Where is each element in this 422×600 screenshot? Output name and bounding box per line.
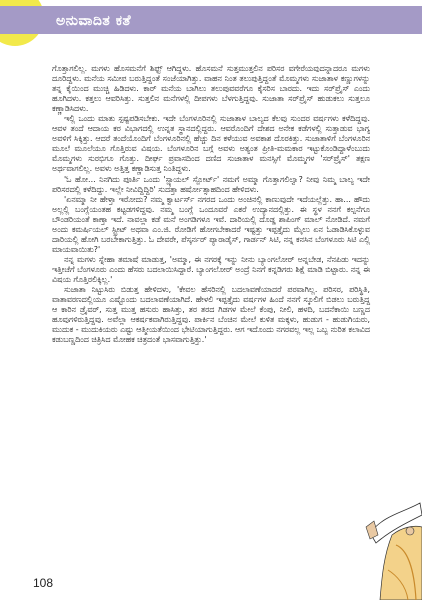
paragraph: ಸುಜಾತಾ ನಿಟ್ಟುಸಿರು ಬಿಡುತ್ತ ಹೇಳಿದಳು, 'ಕೇವಲ ಹೆಸರಿನಲ್ಲಿ ಬದಲಾವಣೆಯಾದರೆ ಪರವಾಗಿಲ್ಲ. ಪರಿಸರ, ಪರಿಸ್ಥಿತಿ, ವಾತಾವರಣದಲ್ಲಿಯೂ ಎಷ್ಟೊಂದು ಬದಲಾವಣೆಯಾಗಿದೆ. ಹೇಳಲಿ ಇಪ್ಪತ್ತೈದು ವರ್ಷಗಳ ಹಿಂದೆ ನನಗೆ ಸ್ಕೂಲಿಗೆ ಬಿಡಲು ಬರುತ್ತಿದ್ದ ಆ ಕಾರಿನ ಡ್ರೈವರ್, ಸುತ್ತ ಮುತ್ತ ಹಸುರು ಹಾಸಿತ್ತು, ತರ ತರದ ಗಿಡಗಳ ಮೇಲೆ ಕೆಂಪು, ನೀಲಿ, ಹಳದಿ, ಬದನೆಕಾಯಿ ಬಣ್ಣದ ಹೂವುಗಳಿರುತ್ತಿದ್ದವು. ಅವೆಲ್ಲಾ ಆಕರ್ಷಕವಾಗಿರುತ್ತಿದ್ದವು. ಪಾರ್ಕಿನ ಬೆಂಚಿನ ಮೇಲೆ ಕುಳಿತ ಮಕ್ಕಳು, ಹುಡುಗ - ಹುಡುಗಿಯರು, ಮುದುಕ - ಮುದುಕಿಯರು ಎಷ್ಟು ಆತ್ಮೀಯತೆಯಿಂದ ಭೇಟಿಯಾಗುತ್ತಿದ್ದರು. ಆಗ ಇದೊಂದು ನಗರವಲ್ಲ ಇಲ್ಲ ಒಬ್ಬ ನುರಿತ ಕಲಾವಿದ ಕಡುಬಣ್ಣದಿಂದ ಚಿತ್ರಿಸಿದ ಮೋಹಕ ಚಿತ್ರದಂತೆ ಭಾಸವಾಗುತ್ತಿತ್ತು.' [52,285,370,345]
paragraph: ಗೊತ್ತಾಗಲಿಲ್ಲ. ಮಗಳು ಹೊಸಮನೆಗೆ ಶಿಫ್ಟ್ ಆಗಿದ್ದಳು. ಹೊಸಮನೆ ಸುತ್ತಮುತ್ತಲಿನ ಪರಿಸರ ವಗೇರೆಯವುದನ್ನಾದರೂ ಮಗಳು ದೂರಿದ್ದಳು. ಮನೆಯ ಸಮೀಪ ಬರುತ್ತಿದ್ದಂತೆ ಸಂಜೆಯಾಗಿತ್ತು. ವಾಹನ ನಿಂತ ತಲುಪುತ್ತಿದ್ದಂತೆ ಮೊಮ್ಮಗಳು ಸುಜಾತಾಳ ಕಣ್ಣುಗಳನ್ನು ತನ್ನ ಕೈಯಿಂದ ಮುಚ್ಚಿ ಹಿಡಿದಳು. ಕಾರ್ ಮನೆಯ ಬಾಗಿಲು ತಲುಪುವವರೆಗೂ ಕೈಸರಿಸ ಬಾರದು. ಇದು ಸರ್‌ಪ್ರೈಸ್ ಎಂದು ಹೂಗಿದಳು. ಕತ್ತಲು ಆವರಿಸಿತ್ತು. ಸುತ್ತಲಿನ ಮನೆಗಳಲ್ಲಿ ದೀಪಗಳು ಬೆಳಗುತ್ತಿದ್ದವು. ಸುಜಾತಾ ಸರ್‌ಪ್ರೈಸ್ ಹುಡುಕಲು ಸುತ್ತಲೂ ಕಣ್ಣಾಡಿಸಿದಳು. [52,64,370,114]
paragraph: ಇಲ್ಲಿ ಒಂದು ಮಾತು ಸ್ಪಷ್ಟಪಡಿಸಬೇಕು. ಇದೇ ಬೆಂಗಳೂರಿನಲ್ಲಿ ಸುಜಾತಾಳ ಬಾಲ್ಯದ ಕೆಲವು ಸುಂದರ ವರ್ಷಗಳು ಕಳೆದಿದ್ದವು. ಆವಳ ತಂದೆ ಆದಾಯ ಕರ ವಿಭಾಗದಲ್ಲಿ ಉನ್ನತ ಸ್ಥಾನದಲ್ಲಿದ್ದರು. ಆವರೊಂದಿಗೆ ದೇಶದ ಅನೇಕ ಕಡೆಗಳಲ್ಲಿ ಸುತ್ತಾಡುವ ಭಾಗ್ಯ ಅವಳಿಗೆ ಸಿಕ್ಕಿತ್ತು. ಆದರೆ ತಂದೆಯೊಂದಿಗೆ ಬೆಂಗಳೂರಿನಲ್ಲಿ ಹೆಚ್ಚು ದಿನ ಕಳೆಯುವ ಅವಕಾಶ ದೊರಕಿತ್ತು. ಸುಜಾತಾಳಿಗೆ ಬೆಂಗಳೂರಿನ ಮೂಲೆ ಮೂಲೆಯೂ ಗೊತ್ತಿರುವ ವಿಷಯ. ಬೆಂಗಳೂರಿನ ಬಗ್ಗೆ ಅವಳು ಅತ್ಯಂತ ಪ್ರೀತಿ-ಮಮಕಾರ ಇಟ್ಟುಕೊಂಡಿದ್ದಾಳೆಂಬುದು ಮೊಮ್ಮಗಳು ಸುರಭಿಗೂ ಗೊತ್ತು. ದೀರ್ಘ ಪ್ರವಾಸದಿಂದ ದಣಿದ ಸುಜಾತಾಳ ಮನಸ್ಸಿಗೆ ಮೊಮ್ಮಗಳ 'ಸರ್‌ಪ್ರೈಸ್' ತಕ್ಷಣ ಅರ್ಥವಾಗಲಿಲ್ಲ. ಅವಳು ಅತ್ತಿತ್ತ ಕಣ್ಣಾಡಿಸುತ್ತ ನಿಂತಿದ್ದಳು. [52,114,370,174]
page-header [0,0,422,50]
story-text [52,64,370,345]
paragraph: ನನ್ನ ಮಗಳು ಸ್ನೇಹಾ ತಮಾಷೆ ಮಾಡುತ್ತ, 'ಅಮ್ಮಾ, ಈ ನಗರಕ್ಕೆ ಇನ್ನು ನೀನು ಬ್ಯಾಂಗಲೋರ್ ಅನ್ನಬೇಡ, ನೆನಪಿಡು ಇದನ್ನು ಇತ್ತೀಚೆಗೆ ಬೆಂಗಳೂರು ಎಂದು ಹೆಸರು ಬದಲಾಯಿಸಿದ್ದಾರೆ. ಬ್ಯಾಂಗಲೋರ್ ಅಂದ್ರೆ ನಿನಗೆ ಕನ್ನಡಿಗರು ಶಿಕ್ಷೆ ಮಾಡಿ ಬಿಟ್ಟಾರು. ನನ್ನ ಈ ವಿಷಯ ಗೊತ್ತಿರಲಿಕ್ಕಿಲ್ಲ.' [52,254,370,284]
paragraph: 'ಏನಮ್ಮಾ ನೀ ಹೇಳ್ತಾ ಇರೋದು? ನಮ್ಮ ಕ್ವಾರ್ಟರ್ಸ್ ನಗರದ ಒಂದು ಅಂಚಿನಲ್ಲಿ ಕಾಣುವುದೇ ಇದೆಯಲ್ಲೆತ್ತು. ಹಾ... ಹೌದು ಅಲ್ಲಲ್ಲಿ ಬಂಗ್ಲೆಯಂತಹ ಕಟ್ಟಡಗಳಿದ್ದವು. ನಮ್ಮ ಬಂಗ್ಲೆ ಒಂದೂವರೆ ಎಕರೆ ಉದ್ಯಾನದಲ್ಲಿತ್ತು. ಈ ಸ್ಥಳ ನನಗೆ ಕಲ್ಪನೆಗೂ ಬೌಂಡರಿಯಂತೆ ಕಾಣ್ತಾ ಇದೆ. ನಾವಲ್ಲಾ ಕಡೆ ಮನೆ ಅಂಗಡಿಗಳೂ ಇವೆ. ದಾರಿಯಲ್ಲಿ ದೊಡ್ಡ ಶಾಪಿಂಗ್ ಮಾಲ್ ನೋಡಿದೆ. ನಮಗೆ ಅಂದು ಕಮರ್ಷಿಯಲ್ ಸ್ಟ್ರೀಟ್ ಅಥವಾ ಎಂ.ಜಿ. ರೋಡಿಗೆ ಹೋಗಬೇಕಾದರೆ ಇಷ್ಟತ್ತು ಇಪ್ಪತ್ತೈದು ಮೈಲು ಏನ ಓಡಾಡಿಸಿಕೊಳ್ಳುವ ದಾರಿಯಲ್ಲಿ ಹೋಗಿ ಬರಬೇಕಾಗುತ್ತಿತ್ತು. ಓ ದೇವರೇ, ಪೆಸ್ಕರ್ನರ್ ಪ್ಯಾರಾಡೈಸ್, ಗಾರ್ಡನ್ ಸಿಟಿ, ನನ್ನ ಕನಸಿನ ಬೆಂಗಳೂರು ಸಿಟಿ ಎಲ್ಲಿ ಮಾಯವಾಯಿತು?' [52,194,370,254]
girl-illustration [362,475,422,600]
page-number: 108 [33,576,54,590]
section-title: ಅನುವಾದಿತ ಕತೆ [56,13,132,29]
paragraph: 'ಓ ಹೋ... ನಿನಗಿದು ಪೂರ್ತಿ ಒಂದು 'ಸ್ಪ್ಯಾಯಲ್ ಸ್ಪೋರ್ಟ್' ನಮಗೆ ಅಮ್ಮಾ ಗೊತ್ತಾಗಲಿಲ್ವಾ? ನೀವು ನಿಮ್ಮ ಬಾಲ್ಯ ಇದೇ ಪರಿಸರದಲ್ಲಿ ಕಳೆದಿದ್ದು. ಇಲ್ಲೇ ನೀವಿದ್ದಿದ್ದಿರಿ' ಸುದತ್ತಾ ಹರ್ಷೋತ್ಸಾಹದಿಂದ ಹೇಳಿದಳು. [52,174,370,194]
